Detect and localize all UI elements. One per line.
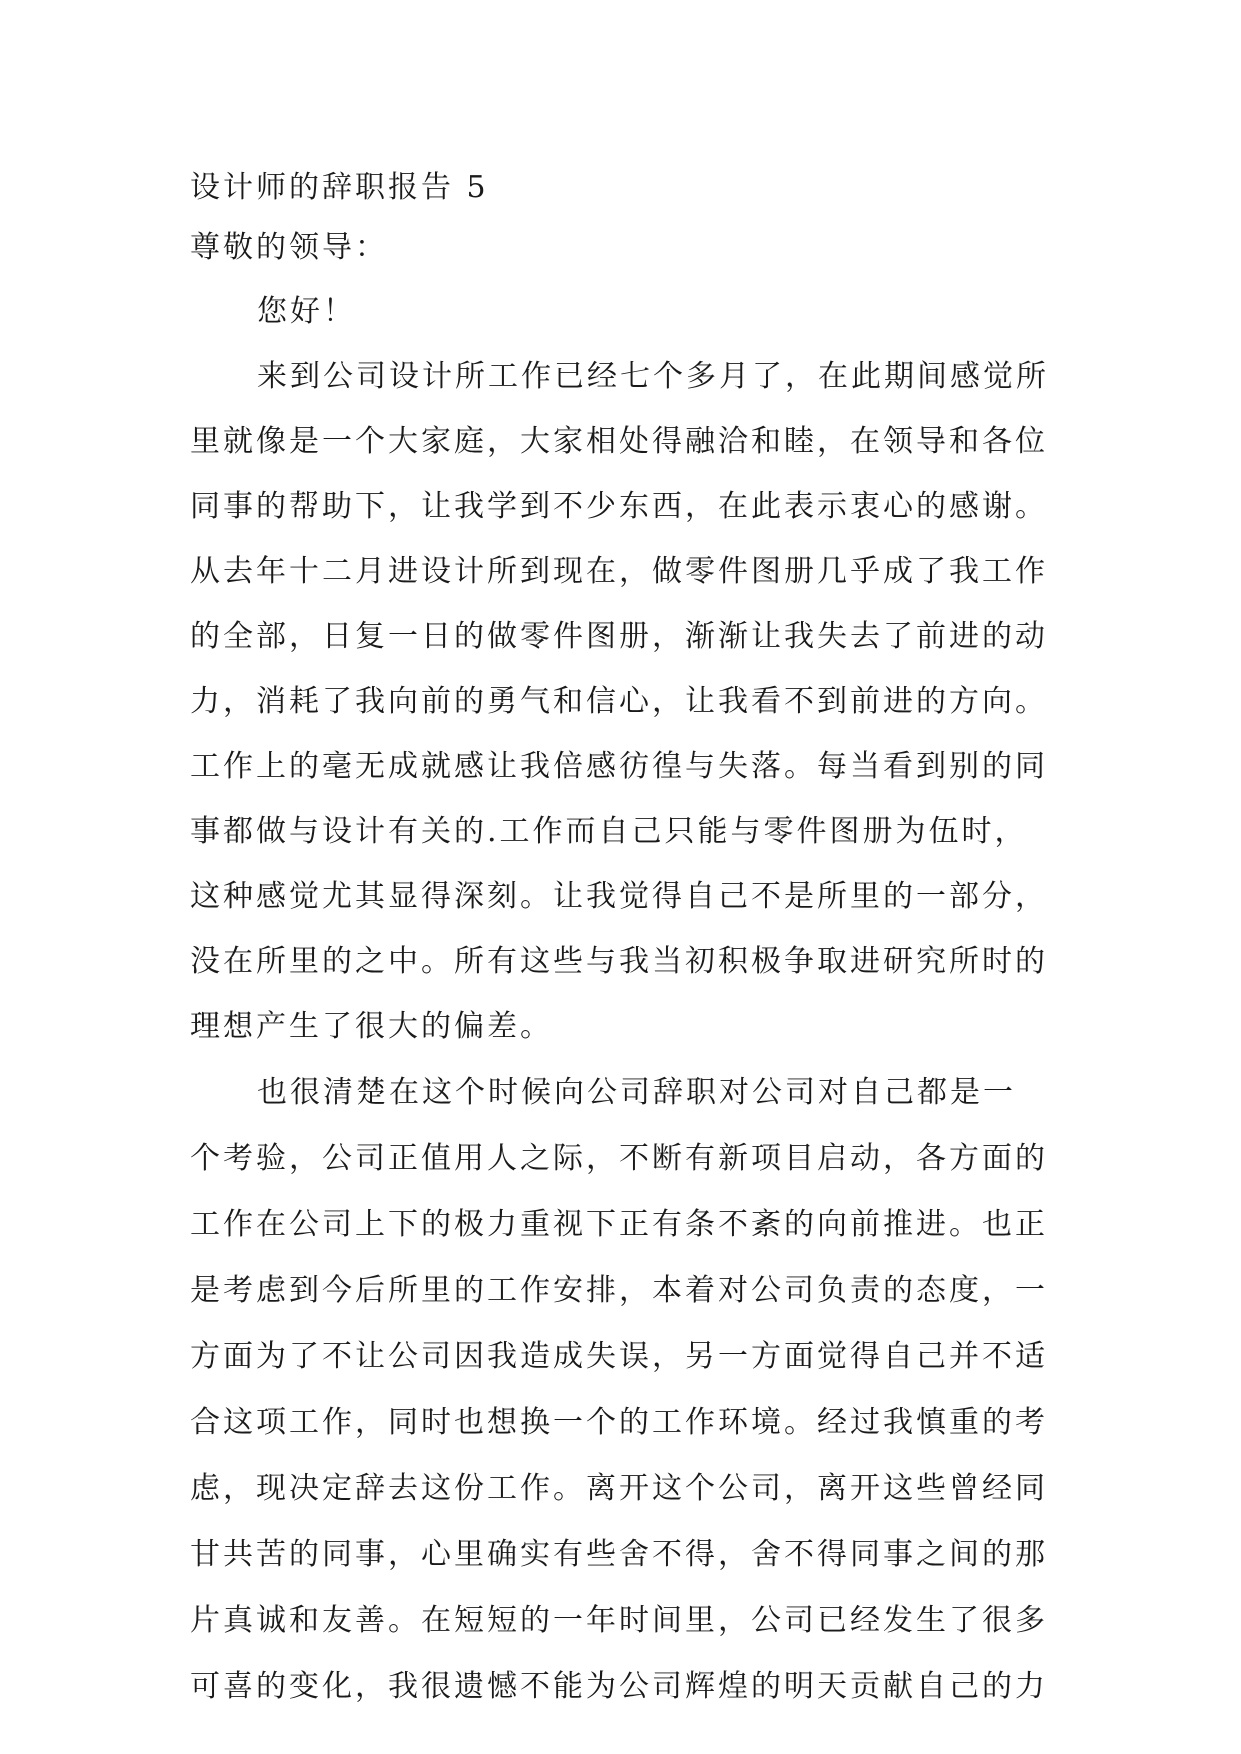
paragraph-line: 是考虑到今后所里的工作安排，本着对公司负责的态度，一 xyxy=(190,1273,1048,1308)
paragraph-line: 这种感觉尤其显得深刻。让我觉得自己不是所里的一部分， xyxy=(190,879,1048,914)
salutation: 尊敬的领导： xyxy=(190,230,388,265)
paragraph-line: 没在所里的之中。所有这些与我当初积极争取进研究所时的 xyxy=(190,944,1048,979)
paragraph-line: 可喜的变化，我很遗憾不能为公司辉煌的明天贡献自己的力 xyxy=(190,1669,1048,1704)
paragraph-line: 理想产生了很大的偏差。 xyxy=(190,1009,553,1044)
paragraph-line: 也很清楚在这个时候向公司辞职对公司对自己都是一 xyxy=(257,1075,1016,1110)
paragraph-line: 甘共苦的同事，心里确实有些舍不得，舍不得同事之间的那 xyxy=(190,1537,1048,1572)
greeting: 您好！ xyxy=(257,294,356,329)
paragraph-line: 从去年十二月进设计所到现在，做零件图册几乎成了我工作 xyxy=(190,554,1048,589)
paragraph-line: 工作在公司上下的极力重视下正有条不紊的向前推进。也正 xyxy=(190,1207,1048,1242)
paragraph-line: 的全部，日复一日的做零件图册，渐渐让我失去了前进的动 xyxy=(190,619,1048,654)
paragraph-line: 方面为了不让公司因我造成失误，另一方面觉得自己并不适 xyxy=(190,1339,1048,1374)
paragraph-line: 合这项工作，同时也想换一个的工作环境。经过我慎重的考 xyxy=(190,1405,1048,1440)
paragraph-line: 个考验，公司正值用人之际，不断有新项目启动，各方面的 xyxy=(190,1141,1048,1176)
paragraph-line: 虑，现决定辞去这份工作。离开这个公司，离开这些曾经同 xyxy=(190,1471,1048,1506)
paragraph-line: 同事的帮助下，让我学到不少东西，在此表示衷心的感谢。 xyxy=(190,489,1048,524)
paragraph-line: 来到公司设计所工作已经七个多月了，在此期间感觉所 xyxy=(257,359,1049,394)
paragraph-line: 事都做与设计有关的.工作而自己只能与零件图册为伍时， xyxy=(190,814,1028,849)
paragraph-line: 力，消耗了我向前的勇气和信心，让我看不到前进的方向。 xyxy=(190,684,1048,719)
paragraph-line: 里就像是一个大家庭，大家相处得融洽和睦，在领导和各位 xyxy=(190,424,1048,459)
paragraph-line: 片真诚和友善。在短短的一年时间里，公司已经发生了很多 xyxy=(190,1603,1048,1638)
document-title: 设计师的辞职报告 5 xyxy=(190,170,489,205)
paragraph-line: 工作上的毫无成就感让我倍感彷徨与失落。每当看到别的同 xyxy=(190,749,1048,784)
